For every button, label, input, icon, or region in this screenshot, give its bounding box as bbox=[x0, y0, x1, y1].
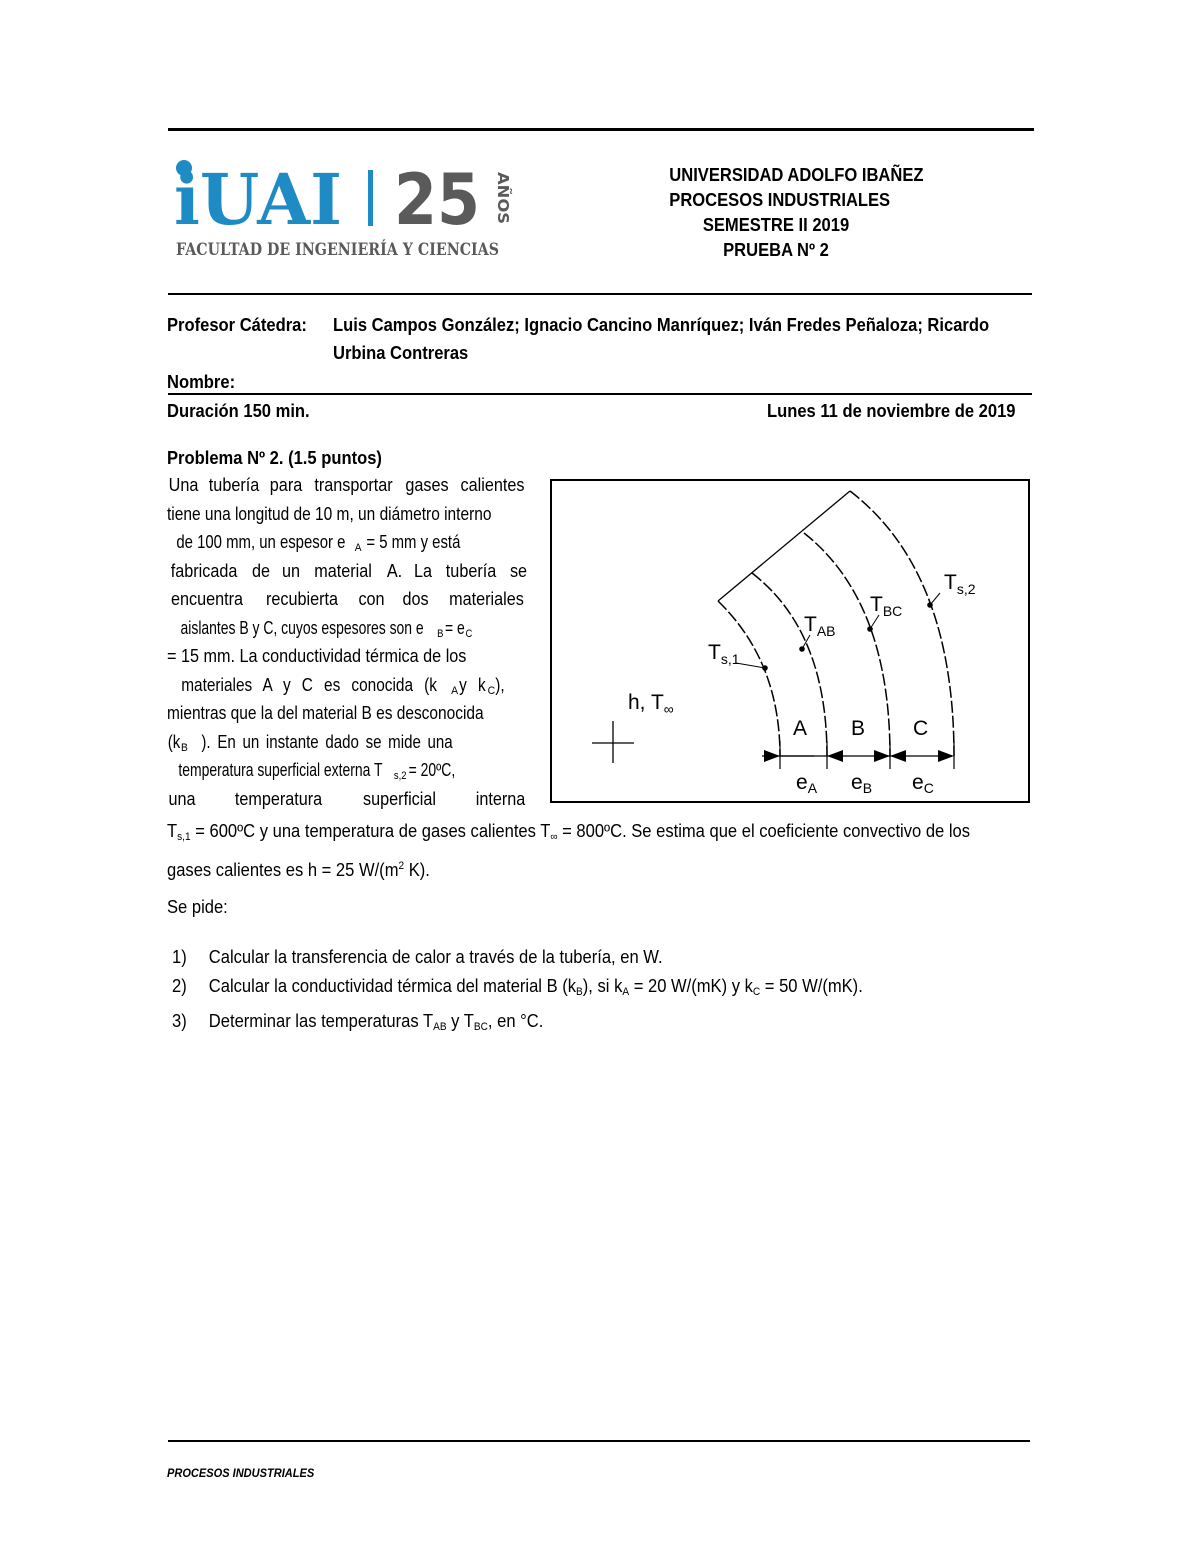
label-convection: h, $T_\infty$ bbox=[628, 691, 674, 717]
list-item: 2) Calcular la conductividad térmica del material B $(k_B)$, si $k_A = 20$ W/(mK) y $k_C = 50$ W/(mK). bbox=[172, 976, 863, 998]
list-item: 1) Calcular la transferencia de calor a través de la tubería, en W. bbox=[172, 947, 663, 967]
para-line-1: Una tubería para transportar gases calientes bbox=[168, 475, 525, 495]
professor-names-line1: Luis Campos González; Ignacio Cancino Manríquez; Iván Fredes Peñaloza; Ricardo bbox=[333, 315, 990, 335]
para-line-8: materiales A y C es conocida (k $_A$y $k_C$), bbox=[181, 675, 506, 697]
para-line-5: encuentra recubierta con dos materiales bbox=[171, 589, 524, 609]
logo-anniversary-word: AÑOS bbox=[494, 172, 512, 220]
name-rule bbox=[168, 393, 1032, 395]
pipe-wall-figure bbox=[550, 479, 1030, 803]
arc-inner-surface bbox=[718, 601, 780, 756]
logo-faculty: FACULTAD DE INGENIERÍA Y CIENCIAS bbox=[176, 240, 562, 260]
arc-bc-interface bbox=[804, 533, 890, 756]
university-name: UNIVERSIDAD ADOLFO IBAÑEZ bbox=[669, 165, 924, 185]
arrow-ea-right bbox=[827, 750, 843, 762]
professor-label: Profesor Cátedra: bbox=[167, 315, 307, 335]
top-rule bbox=[168, 128, 1034, 131]
question-list bbox=[172, 943, 863, 1042]
logo-divider bbox=[368, 170, 373, 226]
footer-rule bbox=[168, 1440, 1030, 1442]
list-item: 3) Determinar las temperaturas $T_{AB}$ y $T_{BC}$, en °C. bbox=[172, 1011, 544, 1033]
label-tab: $T_{AB}$ bbox=[804, 613, 836, 639]
course-name: PROCESOS INDUSTRIALES bbox=[669, 190, 891, 210]
arc-outer-surface bbox=[850, 491, 954, 756]
label-ts2: $T_{s,2}$ bbox=[944, 571, 976, 597]
label-layer-c: C bbox=[913, 717, 929, 740]
header-rule bbox=[168, 293, 1032, 295]
institution-block bbox=[669, 163, 924, 263]
arrow-ea-left bbox=[764, 750, 780, 762]
logo-brand: iUAI bbox=[174, 158, 342, 241]
para-line-12: una temperatura superficial interna bbox=[168, 789, 526, 809]
label-layer-b: B bbox=[851, 717, 866, 740]
para-line-6: aislantes B y C, cuyos espesores son e $_B= e_C$ bbox=[180, 618, 473, 640]
label-tbc: $T_{BC}$ bbox=[870, 593, 903, 619]
name-label: Nombre: bbox=[167, 372, 236, 392]
para-continuation: $T_{s,1}$ = 600ºC y una temperatura de gases calientes $T_\infty$ = 800ºC. Se estima que el coeficiente convectivo de los gases calientes es h = 25 $W/(m^2$ K). bbox=[167, 821, 971, 880]
para-line-10: ($k_B$ ). En un instante dado se mide una bbox=[167, 732, 453, 754]
problem-title: Problema Nº 2. (1.5 puntos) bbox=[167, 448, 382, 468]
para-line-3: de 100 mm, un espesor e $_A$= 5 mm y está bbox=[176, 532, 461, 554]
arc-ab-interface bbox=[752, 573, 827, 756]
para-line-2: tiene una longitud de 10 m, un diámetro interno bbox=[167, 504, 492, 524]
label-eb: eB bbox=[851, 771, 873, 796]
iuai-logo bbox=[168, 158, 562, 268]
arrow-ec-right bbox=[938, 750, 954, 762]
label-layer-a: A bbox=[793, 717, 808, 740]
professor-names-line2: Urbina Contreras bbox=[333, 343, 469, 363]
arrow-ec-left bbox=[890, 750, 906, 762]
exam-date: Lunes 11 de noviembre de 2019 bbox=[767, 401, 1016, 421]
footer-course: PROCESOS INDUSTRIALES bbox=[167, 1466, 315, 1480]
test-number: PRUEBA Nº 2 bbox=[723, 240, 829, 260]
ask-label: Se pide: bbox=[167, 897, 228, 917]
semester: SEMESTRE II 2019 bbox=[702, 215, 850, 235]
para-line-9: mientras que la del material B es desconocida bbox=[167, 703, 484, 723]
para-line-4: fabricada de un material A. La tubería se bbox=[170, 561, 527, 581]
para-line-7: = 15 mm. La conductividad térmica de los bbox=[167, 646, 467, 666]
duration: Duración 150 min. bbox=[167, 401, 310, 421]
label-ts1: $T_{s,1}$ bbox=[708, 641, 740, 667]
arrow-eb-right bbox=[874, 750, 890, 762]
label-ea: eA bbox=[796, 771, 818, 796]
label-ec: eC bbox=[912, 771, 934, 796]
pipe-wall-diagram bbox=[552, 481, 1028, 801]
logo-anniversary-number: 25 bbox=[394, 159, 480, 241]
para-line-11: temperatura superficial externa T $_{s,2}$= 20ºC, bbox=[178, 760, 456, 782]
